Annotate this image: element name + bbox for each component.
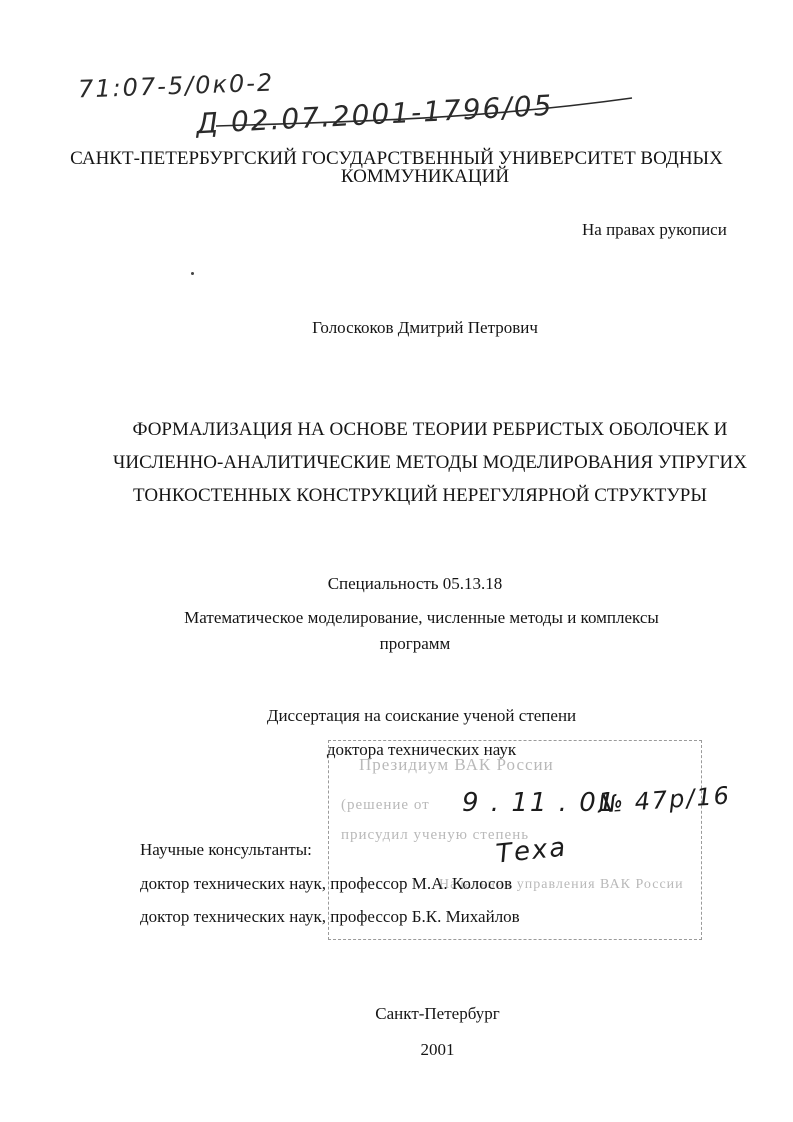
consultants-label: Научные консультанты: [140,840,312,859]
university-name-line1: САНКТ-ПЕТЕРБУРГСКИЙ ГОСУДАРСТВЕННЫЙ УНИВЕРСИТЕТ ВОДНЫХ [70,148,723,169]
specialty-code: Специальность 05.13.18 [327,574,503,593]
stamp-line-chief: Начальник управления ВАК России [439,877,684,892]
handwritten-registry-date: Д 02.07.2001-1796/05 [195,88,555,141]
stamp-handwritten-number: № 47р/16 [597,781,732,819]
handwritten-registry-number: 71:07-5/0к0-2 [77,68,275,104]
dissertation-degree-line1: Диссертация на соискание ученой степени [266,706,577,725]
stamp-line-decision: (решение от [341,797,430,813]
university-name-line2: КОММУНИКАЦИЙ [340,166,510,187]
consultant-mikhailov: доктор технических наук, профессор Б.К. Михайлов [140,907,520,926]
stamp-signature: Тexa [494,832,569,870]
stamp-handwritten-date: 9 . 11 . 01 [462,788,617,818]
specialty-name-line1: Математическое моделирование, численные методы и комплексы [184,608,659,627]
city: Санкт-Петербург [375,1004,500,1023]
specialty-name-line2: программ [379,634,451,653]
consultant-kolosov: доктор технических наук, профессор М.А. Колосов [140,874,513,893]
stamp-line-degree: присудил ученую степень [341,827,530,843]
dissertation-title-line1: ФОРМАЛИЗАЦИЯ НА ОСНОВЕ ТЕОРИИ РЕБРИСТЫХ ОБОЛОЧЕК И [132,419,728,440]
manuscript-rights-note: На правах рукописи [582,220,727,239]
author-name: Голоскоков Дмитрий Петрович [312,318,538,337]
dissertation-degree-line2: доктора технических наук [326,740,517,759]
dissertation-title-line3: ТОНКОСТЕННЫХ КОНСТРУКЦИЙ НЕРЕГУЛЯРНОЙ СТРУКТУРЫ [133,485,707,506]
year: 2001 [420,1040,455,1059]
stamp-line-presidium: Президиум ВАК России [359,755,554,774]
handwritten-underline [214,92,634,132]
dissertation-title-line2: ЧИСЛЕННО-АНАЛИТИЧЕСКИЕ МЕТОДЫ МОДЕЛИРОВАНИЯ УПРУГИХ [113,452,747,473]
stray-dot [191,272,194,275]
